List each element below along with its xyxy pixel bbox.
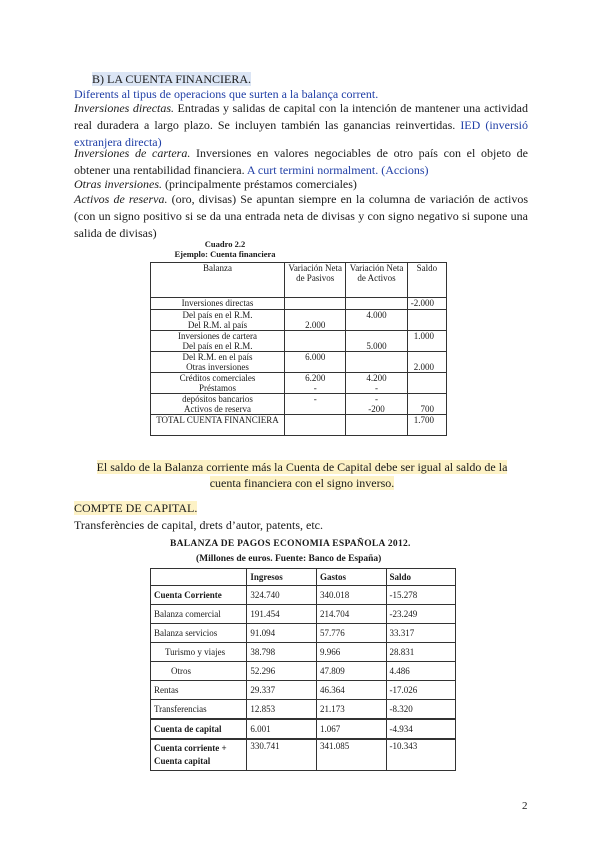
financial-account-note: El saldo de la Balanza corriente más la Cuenta de Capital debe ser igual al saldo de la cuenta financiera con el signo inverso. [96, 460, 508, 490]
balance-table-subtitle: (Millones de euros. Fuente: Banco de España) [196, 554, 382, 564]
balance-table-title: BALANZA DE PAGOS ECONOMIA ESPAÑOLA 2012. [170, 539, 411, 549]
table-header-row: Ingresos Gastos Saldo [151, 569, 456, 586]
table-row: Balanza servicios 91.094 57.776 33.317 [151, 624, 456, 643]
intro-paragraph: Diferents al tipus de operacions que surten a la balança corrent. [74, 87, 379, 101]
table1-caption: Cuadro 2.2 Ejemplo: Cuenta financiera [174, 239, 276, 259]
table-row: Rentas 29.337 46.364 -17.026 [151, 681, 456, 700]
table-row: Inversiones de cartera 1.000 [151, 331, 447, 342]
table-row: Del R.M. al país 2.000 [151, 320, 447, 331]
table-row: Cuenta corriente + Cuenta capital 330.741 341.085 -10.343 [151, 739, 456, 771]
table-row: Del país en el R.M. 4.000 [151, 310, 447, 321]
table-row: Del país en el R.M. 5.000 [151, 341, 447, 352]
table-row: Balanza comercial 191.454 214.704 -23.249 [151, 605, 456, 624]
table-row: Del R.M. en el país 6.000 [151, 352, 447, 363]
otras-inversiones-paragraph: Otras inversiones. (principalmente préstamos comerciales) [74, 177, 357, 191]
table-row: Otros 52.296 47.809 4.486 [151, 662, 456, 681]
section-title: B) LA CUENTA FINANCIERA. [92, 72, 252, 86]
table-header: Variación Neta de Activos [346, 263, 407, 298]
table-row: Turismo y viajes 38.798 9.966 28.831 [151, 643, 456, 662]
inversiones-cartera-paragraph: Inversiones de cartera. Inversiones en valores negociables de otro país con el objeto de obtener una rentabilidad financiera. A curt termini normalment. (Accions) [74, 146, 528, 177]
table-row: Transferencias 12.853 21.173 -8.320 [151, 700, 456, 720]
table-total-row: TOTAL CUENTA FINANCIERA 1.700 [151, 415, 447, 436]
table-row: Activos de reserva -200 700 [151, 404, 447, 415]
table-row: depósitos bancarios - - [151, 394, 447, 405]
table-row: Créditos comerciales 6.200 4.200 [151, 373, 447, 384]
table-row: Otras inversiones 2.000 [151, 362, 447, 373]
table-row: Inversiones directas -2.000 [151, 298, 447, 310]
table-header-row [151, 263, 447, 298]
activos-reserva-paragraph: Activos de reserva. (oro, divisas) Se apuntan siempre en la columna de variación de activos (con un signo positivo si se da una entrada neta de divisas y con signo negativo si supone una salida de divisas) [74, 192, 528, 240]
table-row: Cuenta de capital 6.001 1.067 -4.934 [151, 719, 456, 739]
capital-title: COMPTE DE CAPITAL. [74, 501, 198, 515]
capital-text: Transferències de capital, drets d’autor, patents, etc. [74, 518, 323, 532]
inversiones-directas-paragraph: Inversiones directas. Entradas y salidas de capital con la intención de mantener una actividad real duradera a largo plazo. Se incluyen también las ganancias reinvertidas. IED (inversió extranjera directa) [74, 101, 528, 149]
table-header: Saldo [407, 263, 446, 298]
balanza-pagos-table [150, 568, 456, 771]
table-row: Cuenta Corriente 324.740 340.018 -15.278 [151, 586, 456, 605]
page-number: 2 [522, 800, 528, 812]
table-header: Variación Neta de Pasivos [285, 263, 346, 298]
table-header: Balanza [151, 263, 285, 298]
table-row: Préstamos - - [151, 383, 447, 394]
cuenta-financiera-table [150, 262, 447, 436]
